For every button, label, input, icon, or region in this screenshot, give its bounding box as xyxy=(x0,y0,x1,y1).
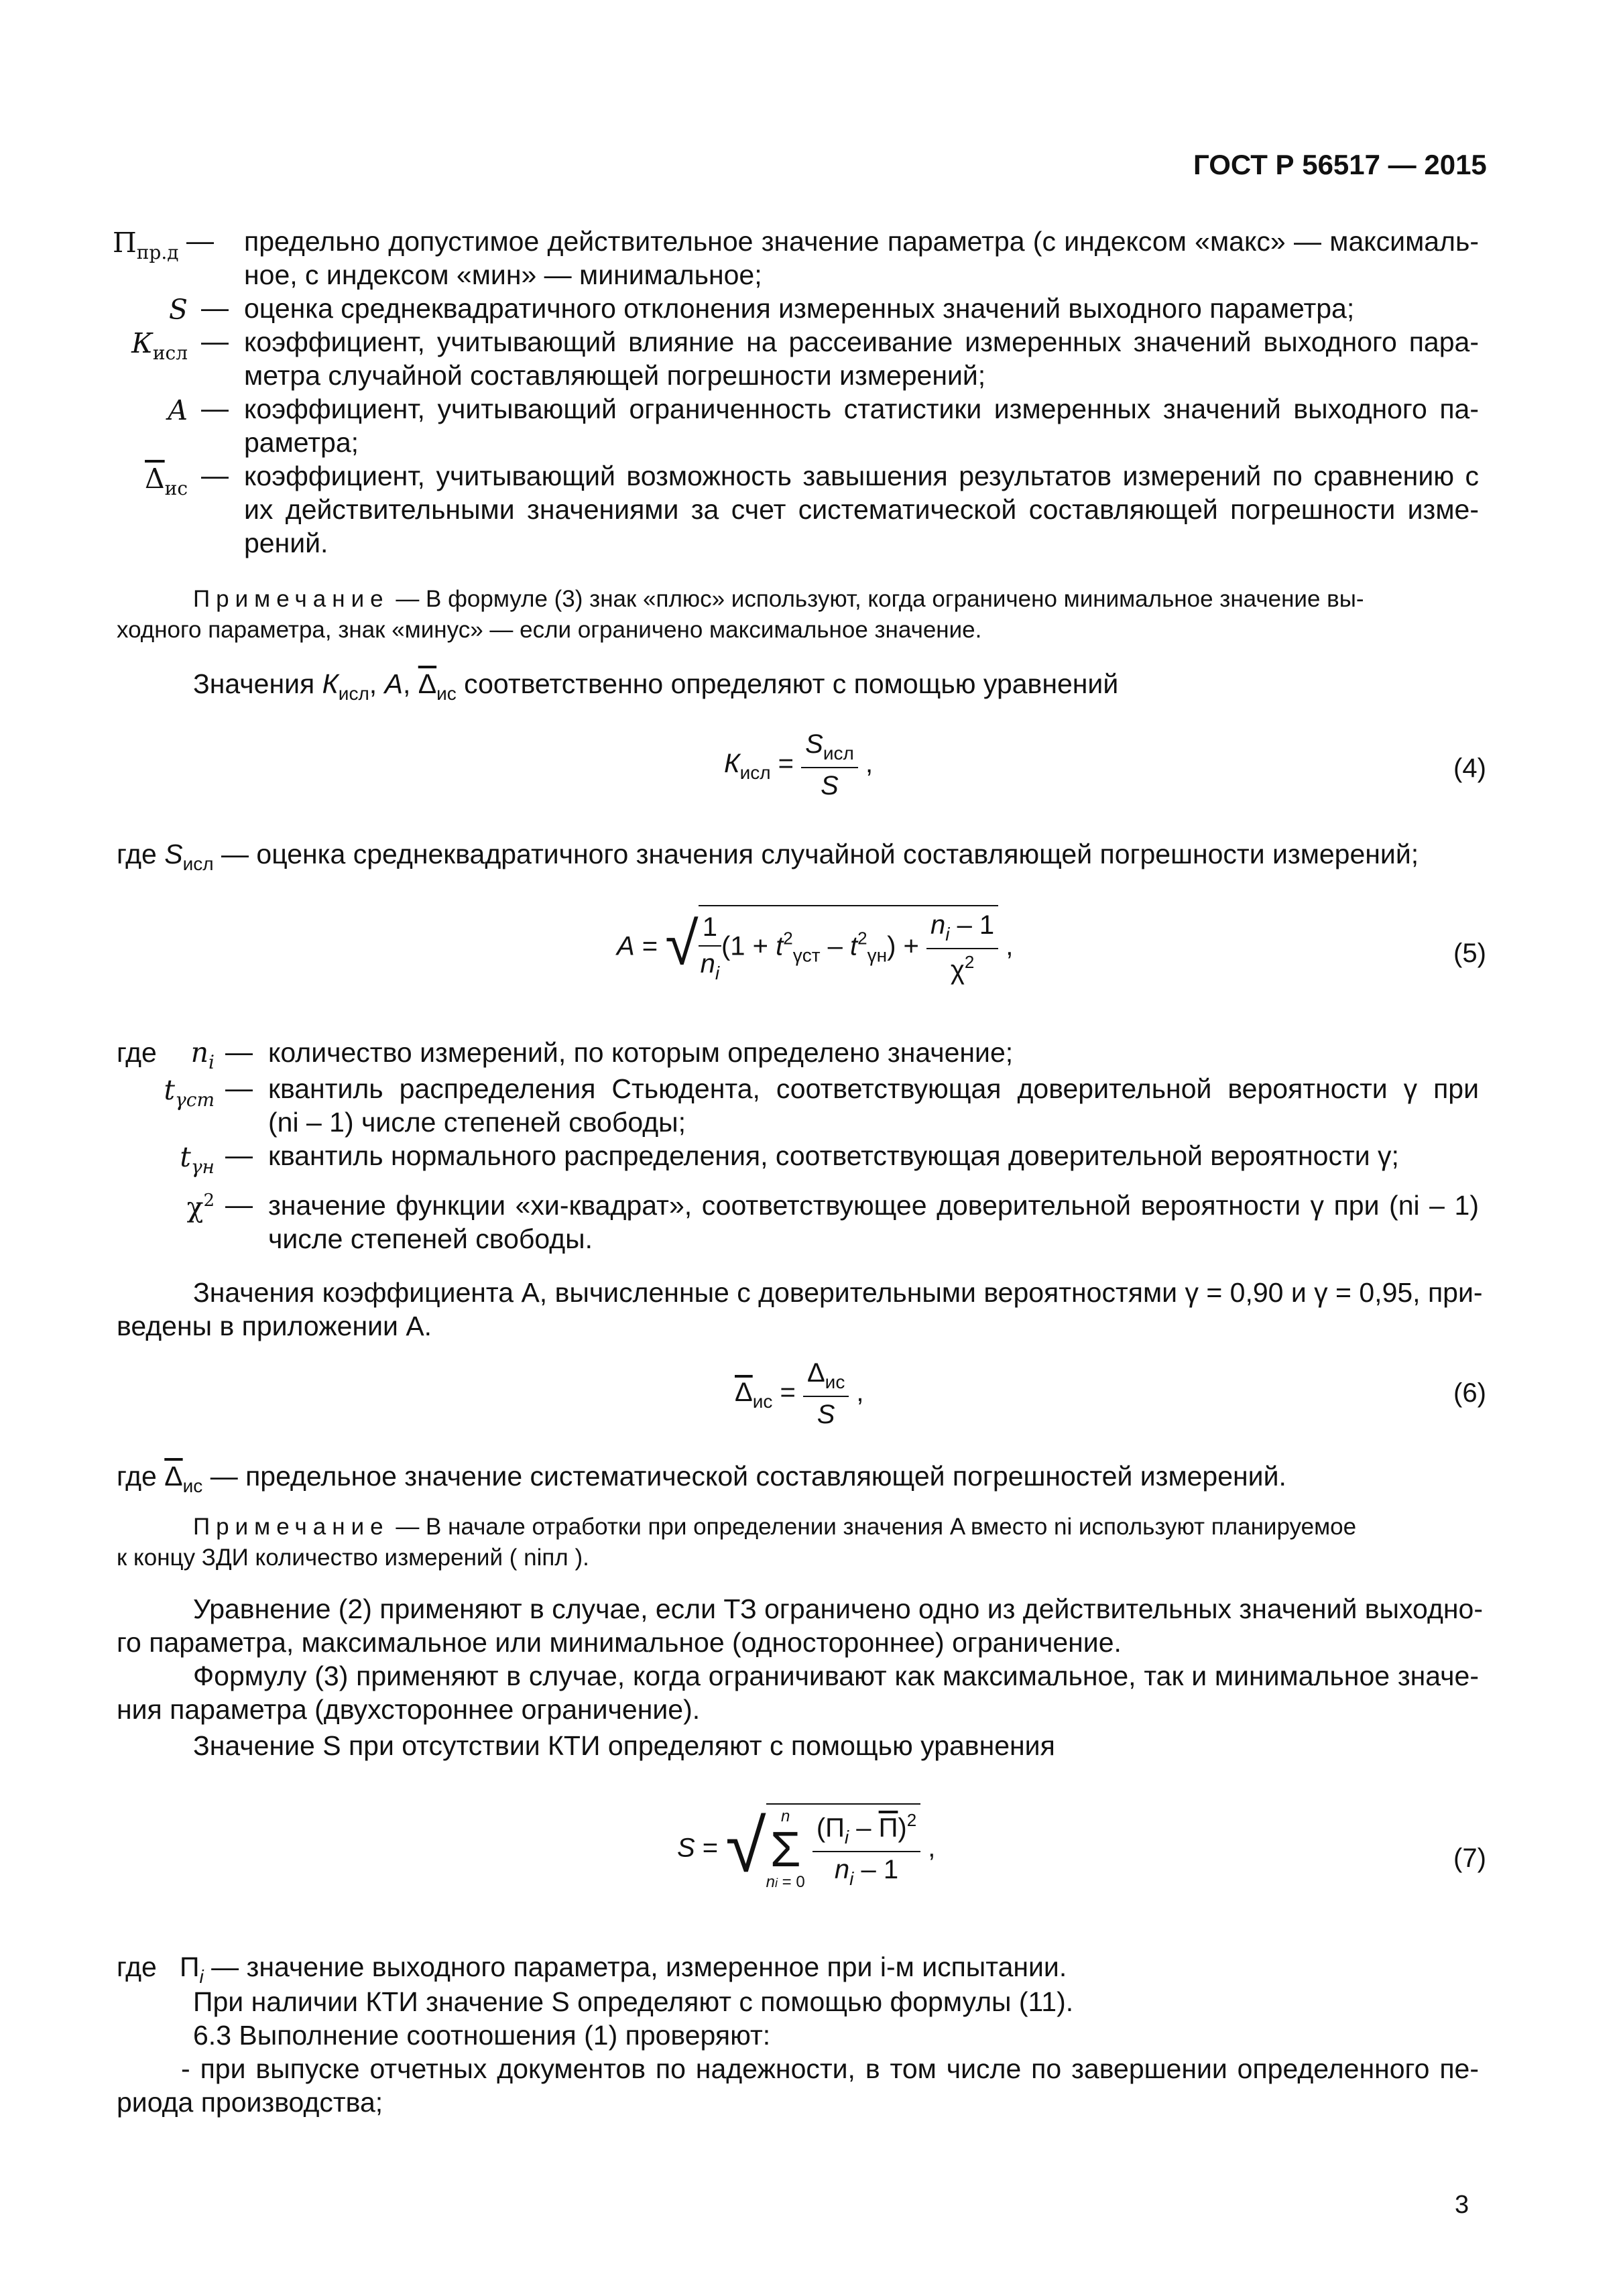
para2-line2: ведены в приложении А. xyxy=(117,1311,432,1341)
para6: При наличии КТИ значение S определяют с помощью формулы (11). xyxy=(193,1986,1074,2017)
dash: — xyxy=(186,225,214,256)
def-k-isl-line1: коэффициент, учитывающий влияние на рассеивание измеренных значений выходного пара- xyxy=(244,326,1479,357)
dash: — xyxy=(225,1036,253,1067)
where-pi: где $П_i$ — значение выходного параметра, измеренное при i-м испытании. xyxy=(117,1951,1067,1987)
note1-label: Примечание xyxy=(193,586,389,612)
dash: — xyxy=(225,1140,253,1170)
para5: Значение S при отсутствии КТИ определяют с помощью уравнения xyxy=(193,1730,1055,1761)
note1-line2: ходного параметра, знак «минус» — если ограничено максимальное значение. xyxy=(117,617,982,643)
dash: — xyxy=(201,326,229,357)
para7: 6.3 Выполнение соотношения (1) проверяют: xyxy=(193,2020,771,2051)
where-delta: где $\overline{\Delta}_{ис}$ — предельное значение систематической составляющей погрешностей измерений. xyxy=(117,1461,1286,1496)
dash: — xyxy=(201,393,229,424)
note2-line2: к концу ЗДИ количество измерений ( niпл ). xyxy=(117,1545,589,1571)
equation-4-number: (4) xyxy=(1453,753,1486,783)
def-s: оценка среднеквадратичного отклонения измеренных значений выходного параметра; xyxy=(244,293,1355,324)
where-delta-text: — предельное значение систематической составляющей погрешностей измерений. xyxy=(210,1461,1286,1492)
para4-line1: Формулу (3) применяют в случае, когда ограничивают как максимальное, так и минимальное значе- xyxy=(193,1660,1479,1691)
symbol-p-pr-d: $П_{пр.д}$ xyxy=(113,227,179,263)
note1-line1 xyxy=(193,585,1364,614)
def-t-st-line1: квантиль распределения Стьюдента, соответствующая доверительной вероятности γ при xyxy=(268,1073,1479,1104)
symbol-chi2: $\chi^2$ xyxy=(186,1191,215,1223)
equation-6-number: (6) xyxy=(1453,1378,1486,1408)
dash: — xyxy=(225,1073,253,1103)
equation-5: A = √ $\frac{1}{n_i}$ $(1 + t^2_{\gamma ст} - t^2_{\gamma н})$ + $\frac{n_i - 1}{\chi^2}$ , xyxy=(617,905,1013,985)
para3-line1: Уравнение (2) применяют в случае, если ТЗ ограничено одно из действительных значений выходно- xyxy=(193,1593,1483,1624)
def-chi2-line2: числе степеней свободы. xyxy=(268,1223,593,1254)
page-number: 3 xyxy=(1455,2191,1469,2219)
def-k-isl-line2: метра случайной составляющей погрешности измерений; xyxy=(244,360,986,391)
def-a-line2: раметра; xyxy=(244,427,359,458)
equation-4: $К_{исл}$ = $\frac{S_{исл}}{S}$ , xyxy=(724,729,874,800)
para1-text: соответственно определяют с помощью уравнений xyxy=(464,668,1119,699)
symbol-a: A xyxy=(168,394,188,426)
dash: — xyxy=(201,292,229,323)
def-t-n: квантиль нормального распределения, соответствующая доверительной вероятности γ; xyxy=(268,1140,1399,1171)
symbol-t-st: $t_{\gamma ст}$ xyxy=(164,1074,215,1111)
where-label: где xyxy=(117,1461,157,1492)
where-label: где xyxy=(117,839,157,869)
symbol-k-isl: $К_{исл}$ xyxy=(131,327,188,364)
para4-line2: ния параметра (двухстороннее ограничение). xyxy=(117,1694,701,1725)
where-s-isl: где $S_{исл}$ — оценка среднеквадратичного значения случайной составляющей погрешности измерений; xyxy=(117,839,1419,874)
def-t-st-line2: (ni – 1) числе степеней свободы; xyxy=(268,1107,686,1138)
symbol-ni: $n_i$ xyxy=(190,1036,215,1073)
note2-text: — В начале отработки при определении значения A вместо ni используют планируемое xyxy=(396,1514,1357,1540)
symbol-t-n: $t_{\gamma н}$ xyxy=(180,1141,215,1178)
para1: Значения $К_{исл}$, A, $\overline{\Delta}_{ис}$ соответственно определяют с помощью уравнений xyxy=(193,668,1119,704)
dash: — xyxy=(201,460,229,491)
standard-header: ГОСТ Р 56517 — 2015 xyxy=(1193,149,1487,180)
def-delta-line2: их действительными значениями за счет систематической составляющей погрешности изме- xyxy=(244,494,1479,525)
symbol-s: S xyxy=(168,294,188,326)
equation-5-number: (5) xyxy=(1453,939,1486,968)
para3-line2: го параметра, максимальное или минимальное (одностороннее) ограничение. xyxy=(117,1627,1122,1658)
note1-text: — В формуле (3) знак «плюс» используют, когда ограничено минимальное значение вы- xyxy=(396,586,1364,612)
dash: — xyxy=(225,1189,253,1220)
note2-label: Примечание xyxy=(193,1514,389,1540)
def-p-pr-d-line1: предельно допустимое действительное значение параметра (с индексом «макс» — максималь- xyxy=(244,226,1479,257)
where-label: где xyxy=(117,1951,157,1982)
para8-line2: риода производства; xyxy=(117,2087,383,2118)
def-ni: количество измерений, по которым определено значение; xyxy=(268,1037,1014,1068)
where-s-isl-text: — оценка среднеквадратичного значения случайной составляющей погрешности измерений; xyxy=(221,839,1419,869)
para8-line1: - при выпуске отчетных документов по надежности, в том числе по завершении определенного пе- xyxy=(181,2053,1479,2084)
where-label-2: где xyxy=(117,1037,157,1068)
note2-line1 xyxy=(193,1512,1356,1542)
def-a-line1: коэффициент, учитывающий ограниченность статистики измеренных значений выходного па- xyxy=(244,394,1479,424)
para1-prefix: Значения xyxy=(193,668,315,699)
equation-7: S = √ n Σ ni = 0 $\frac{(П_i - П)^2}{n_i - 1}$ , xyxy=(677,1803,935,1892)
def-delta-line1: коэффициент, учитывающий возможность завышения результатов измерений по сравнению с xyxy=(244,461,1479,491)
def-chi2-line1: значение функции «хи-квадрат», соответствующее доверительной вероятности γ при (ni – 1) xyxy=(268,1190,1479,1221)
where-pi-text: — значение выходного параметра, измеренное при i-м испытании. xyxy=(211,1951,1067,1982)
def-delta-line3: рений. xyxy=(244,528,328,558)
para2-line1: Значения коэффициента A, вычисленные с доверительными вероятностями γ = 0,90 и γ = 0,95, при- xyxy=(193,1277,1483,1308)
symbol-delta-is: $\overline{\Delta}_{ис}$ xyxy=(145,463,188,499)
equation-6: $\overline{\Delta}_{ис}$ = $\frac{\Delta_{ис}}{S}$ , xyxy=(735,1358,864,1429)
def-p-pr-d-line2: ное, с индексом «мин» — минимальное; xyxy=(244,259,762,290)
equation-7-number: (7) xyxy=(1453,1844,1486,1873)
